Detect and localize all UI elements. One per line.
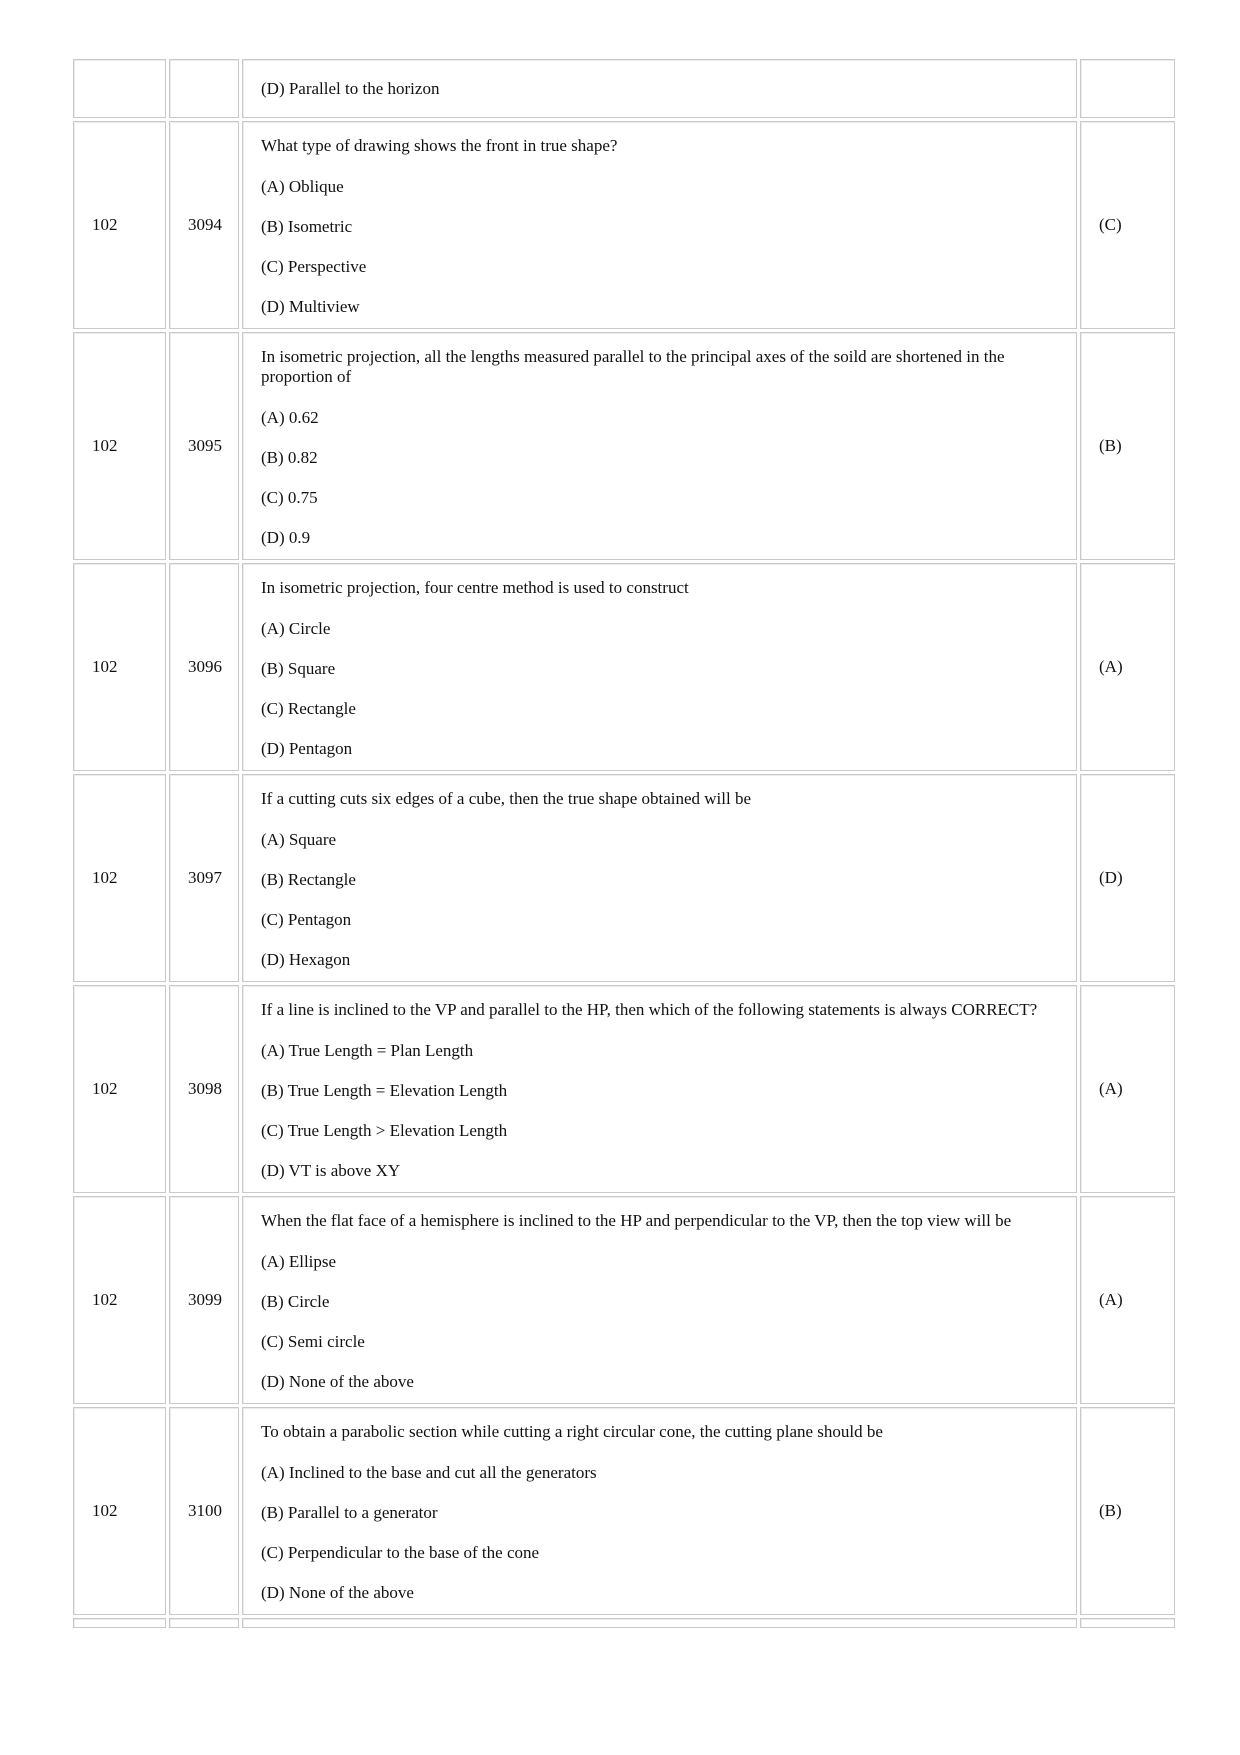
- option-c: (C) Pentagon: [261, 910, 352, 929]
- option-a: (A) Oblique: [261, 177, 344, 196]
- question-cell: [242, 563, 1077, 771]
- question-text: In isometric projection, four centre method is used to construct: [261, 578, 689, 597]
- subject-code: 102: [73, 332, 166, 560]
- option-a: (A) True Length = Plan Length: [261, 1041, 474, 1060]
- option-d: (D) None of the above: [261, 1372, 414, 1391]
- option-a: (A) Inclined to the base and cut all the generators: [261, 1463, 597, 1482]
- question-text: In isometric projection, all the lengths measured parallel to the principal axes of the soild are shortened in the proportion of: [261, 347, 1005, 386]
- question-text: To obtain a parabolic section while cutting a right circular cone, the cutting plane should be: [261, 1422, 883, 1441]
- answer-key: (A): [1080, 985, 1175, 1193]
- table-row: [73, 121, 1175, 329]
- subject-code: 102: [73, 1407, 166, 1615]
- option-c: (C) Perpendicular to the base of the cone: [261, 1543, 540, 1562]
- answer-key: (A): [1080, 563, 1175, 771]
- answer-key: (C): [1080, 121, 1175, 329]
- question-cell: [242, 59, 1077, 118]
- option-d: (D) VT is above XY: [261, 1161, 401, 1180]
- subject-code: 102: [73, 774, 166, 982]
- subject-code: 102: [73, 985, 166, 1193]
- answer-cell: [1080, 59, 1175, 118]
- answer-key: (B): [1080, 1407, 1175, 1615]
- answer-key: (D): [1080, 774, 1175, 982]
- table-row: [73, 563, 1175, 771]
- question-table: [70, 56, 1178, 1631]
- question-number: 3096: [169, 563, 239, 771]
- question-number-cell: [169, 59, 239, 118]
- question-cell: [242, 121, 1077, 329]
- question-cell: [242, 1196, 1077, 1404]
- option-b: (B) 0.82: [261, 448, 318, 467]
- option-d: (D) Hexagon: [261, 950, 351, 969]
- subject-code: 102: [73, 121, 166, 329]
- option-c: (C) 0.75: [261, 488, 318, 507]
- question-cell: [242, 1618, 1077, 1628]
- option-b: (B) True Length = Elevation Length: [261, 1081, 508, 1100]
- question-number: 3100: [169, 1407, 239, 1615]
- option-a: (A) Ellipse: [261, 1252, 337, 1271]
- option-b: (B) Circle: [261, 1292, 330, 1311]
- option-c: (C) Rectangle: [261, 699, 356, 718]
- subject-code: 102: [73, 1196, 166, 1404]
- table-row: [73, 332, 1175, 560]
- question-number: 3095: [169, 332, 239, 560]
- option-d: (D) None of the above: [261, 1583, 414, 1602]
- option-c: (C) Semi circle: [261, 1332, 365, 1351]
- subject-cell: [73, 59, 166, 118]
- option-a: (A) 0.62: [261, 408, 319, 427]
- question-number: 3097: [169, 774, 239, 982]
- option-c: (C) Perspective: [261, 257, 367, 276]
- table-row: [73, 774, 1175, 982]
- question-number: 3094: [169, 121, 239, 329]
- table-row-partial: [73, 59, 1175, 118]
- question-number: 3098: [169, 985, 239, 1193]
- table-row: [73, 1196, 1175, 1404]
- question-cell: [242, 1407, 1077, 1615]
- table-row-tail: [73, 1618, 1175, 1628]
- option-b: (B) Parallel to a generator: [261, 1503, 438, 1522]
- question-number-cell: [169, 1618, 239, 1628]
- question-cell: [242, 332, 1077, 560]
- question-text: If a cutting cuts six edges of a cube, then the true shape obtained will be: [261, 789, 752, 808]
- table-row: [73, 1407, 1175, 1615]
- option-b: (B) Isometric: [261, 217, 353, 236]
- option-d: (D) Parallel to the horizon: [261, 79, 440, 98]
- subject-cell: [73, 1618, 166, 1628]
- question-text: If a line is inclined to the VP and parallel to the HP, then which of the following statements is always CORRECT?: [261, 1000, 1038, 1019]
- question-cell: [242, 774, 1077, 982]
- option-d: (D) 0.9: [261, 528, 311, 547]
- question-text: When the flat face of a hemisphere is inclined to the HP and perpendicular to the VP, then the top view will be: [261, 1211, 1012, 1230]
- subject-code: 102: [73, 563, 166, 771]
- question-cell: [242, 985, 1077, 1193]
- option-c: (C) True Length > Elevation Length: [261, 1121, 508, 1140]
- option-a: (A) Circle: [261, 619, 331, 638]
- answer-cell: [1080, 1618, 1175, 1628]
- option-a: (A) Square: [261, 830, 337, 849]
- option-d: (D) Multiview: [261, 297, 360, 316]
- option-b: (B) Square: [261, 659, 336, 678]
- answer-key: (B): [1080, 332, 1175, 560]
- table-row: [73, 985, 1175, 1193]
- question-text: What type of drawing shows the front in true shape?: [261, 136, 618, 155]
- question-number: 3099: [169, 1196, 239, 1404]
- option-b: (B) Rectangle: [261, 870, 356, 889]
- answer-key: (A): [1080, 1196, 1175, 1404]
- option-d: (D) Pentagon: [261, 739, 353, 758]
